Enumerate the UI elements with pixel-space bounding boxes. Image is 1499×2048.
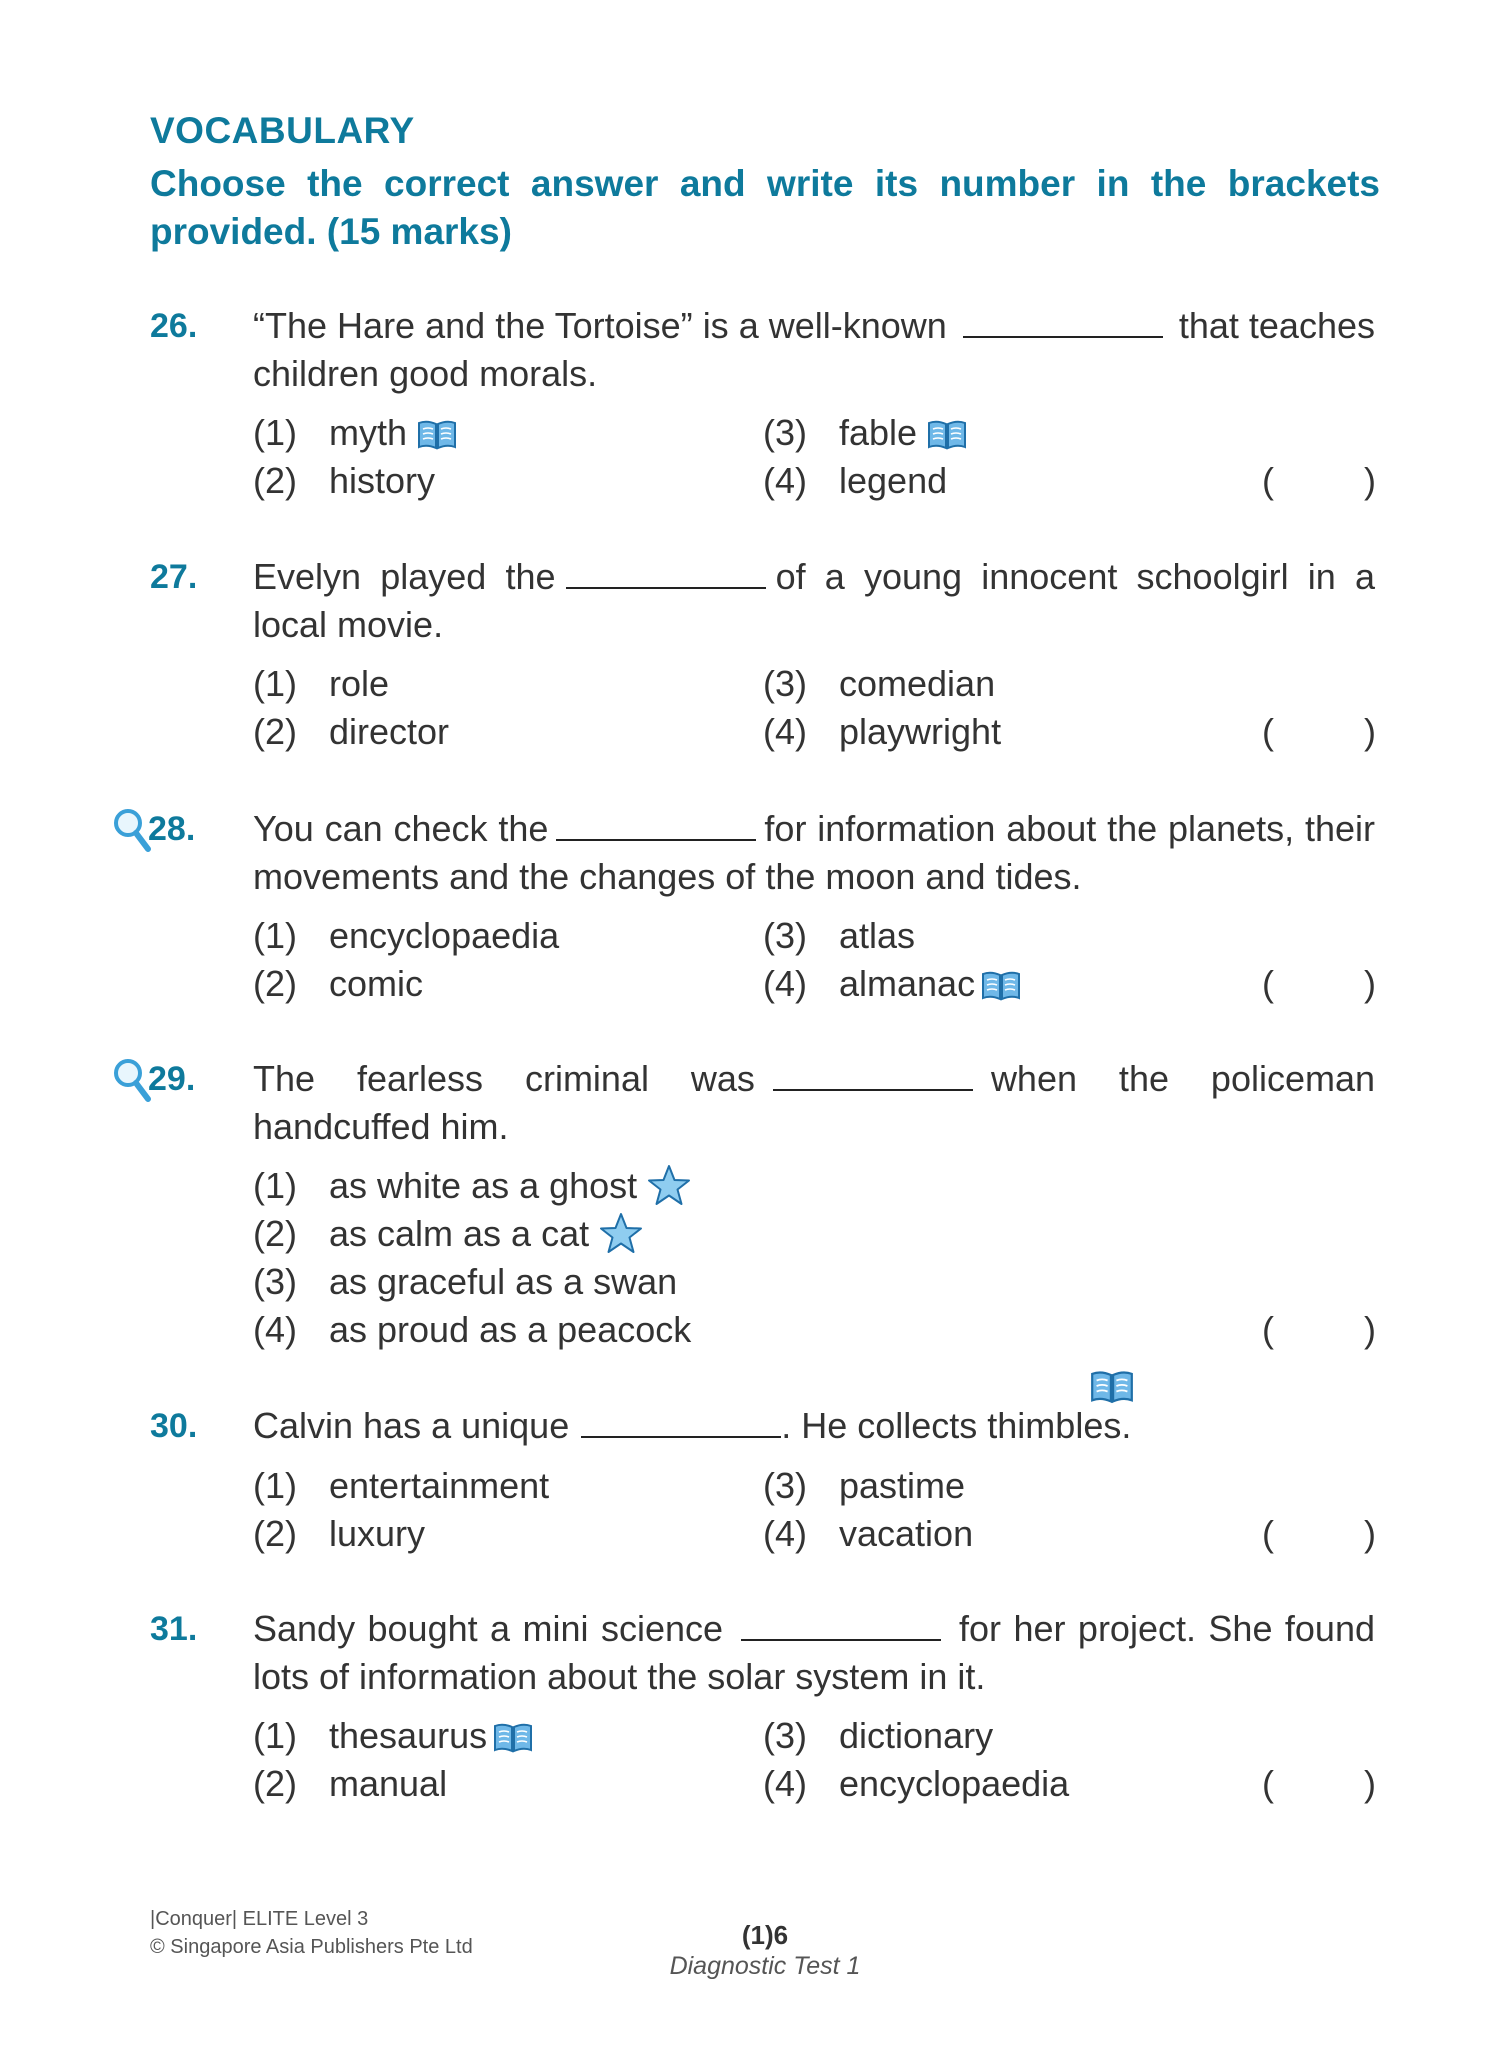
option-1[interactable]: (1) role bbox=[253, 663, 390, 704]
answer-blank bbox=[963, 306, 1163, 338]
magnifier-icon bbox=[112, 1057, 152, 1103]
answer-brackets[interactable]: ( ) bbox=[1262, 711, 1376, 752]
section-title: VOCABULARY bbox=[150, 110, 415, 151]
page-number: (1)6 bbox=[741, 1920, 789, 1950]
option-2[interactable]: (2) manual bbox=[253, 1763, 448, 1804]
magnifier-icon bbox=[112, 807, 152, 853]
copyright: © Singapore Asia Publishers Pte Ltd bbox=[150, 1936, 473, 1958]
option-2[interactable]: (2) as calm as a cat bbox=[253, 1210, 643, 1258]
instructions: Choose the correct answer and write its number in the brackets provided. (15 marks) bbox=[150, 163, 1380, 252]
answer-blank bbox=[556, 809, 756, 841]
open-book-icon bbox=[493, 1720, 533, 1754]
question-stem: You can check the for information about the planets, their movements and the changes of the moon and tides. bbox=[253, 808, 1375, 897]
answer-brackets[interactable]: ( ) bbox=[1262, 460, 1376, 501]
question-number: 26. bbox=[150, 307, 198, 345]
option-3[interactable]: (3) as graceful as a swan bbox=[253, 1261, 678, 1302]
open-book-icon bbox=[981, 968, 1021, 1002]
option-2[interactable]: (2) director bbox=[253, 711, 450, 752]
option-3[interactable]: (3) dictionary bbox=[763, 1715, 994, 1756]
answer-blank bbox=[581, 1406, 781, 1438]
test-name: Diagnostic Test 1 bbox=[669, 1952, 861, 1980]
question-number: 27. bbox=[150, 558, 198, 596]
question-number: 30. bbox=[150, 1407, 198, 1445]
star-icon bbox=[599, 1212, 643, 1256]
question-stem: Calvin has a unique . He collects thimbles. bbox=[253, 1405, 1132, 1446]
option-4[interactable]: (4) legend bbox=[763, 460, 948, 501]
option-1[interactable]: (1) thesaurus bbox=[253, 1712, 533, 1760]
option-4[interactable]: (4) encyclopaedia bbox=[763, 1763, 1070, 1804]
option-4[interactable]: (4) vacation bbox=[763, 1513, 974, 1554]
option-1[interactable]: (1) myth bbox=[253, 409, 457, 457]
question-stem: The fearless criminal was when the policeman handcuffed him. bbox=[253, 1058, 1376, 1147]
open-book-icon bbox=[927, 417, 967, 451]
answer-blank bbox=[566, 557, 766, 589]
answer-brackets[interactable]: ( ) bbox=[1262, 963, 1376, 1004]
option-2[interactable]: (2) luxury bbox=[253, 1513, 426, 1554]
answer-brackets[interactable]: ( ) bbox=[1262, 1309, 1376, 1350]
answer-brackets[interactable]: ( ) bbox=[1262, 1763, 1376, 1804]
option-4[interactable]: (4) almanac bbox=[763, 960, 1021, 1008]
option-1[interactable]: (1) encyclopaedia bbox=[253, 915, 560, 956]
option-3[interactable]: (3) comedian bbox=[763, 663, 996, 704]
option-3[interactable]: (3) fable bbox=[763, 409, 967, 457]
question-number: 29. bbox=[148, 1060, 196, 1098]
option-4[interactable]: (4) playwright bbox=[763, 711, 1002, 752]
star-icon bbox=[647, 1164, 691, 1208]
question-number: 28. bbox=[148, 810, 196, 848]
option-4[interactable]: (4) as proud as a peacock bbox=[253, 1309, 692, 1350]
option-1[interactable]: (1) as white as a ghost bbox=[253, 1162, 691, 1210]
open-book-icon bbox=[417, 417, 457, 451]
answer-brackets[interactable]: ( ) bbox=[1262, 1513, 1376, 1554]
option-2[interactable]: (2) comic bbox=[253, 963, 424, 1004]
option-2[interactable]: (2) history bbox=[253, 460, 436, 501]
option-1[interactable]: (1) entertainment bbox=[253, 1465, 550, 1506]
series-name: |Conquer| ELITE Level 3 bbox=[150, 1908, 369, 1930]
open-book-icon bbox=[1090, 1367, 1134, 1405]
option-3[interactable]: (3) pastime bbox=[763, 1465, 966, 1506]
footer-publisher bbox=[150, 1905, 473, 1961]
question-number: 31. bbox=[150, 1610, 198, 1648]
question-stem: “The Hare and the Tortoise” is a well-known that teaches children good morals. bbox=[253, 305, 1375, 394]
option-3[interactable]: (3) atlas bbox=[763, 915, 916, 956]
question-stem: Sandy bought a mini science for her project. She found lots of information about the solar system in it. bbox=[253, 1608, 1375, 1697]
answer-blank bbox=[773, 1059, 973, 1091]
answer-blank bbox=[741, 1609, 941, 1641]
question-stem: Evelyn played the of a young innocent schoolgirl in a local movie. bbox=[253, 556, 1376, 645]
